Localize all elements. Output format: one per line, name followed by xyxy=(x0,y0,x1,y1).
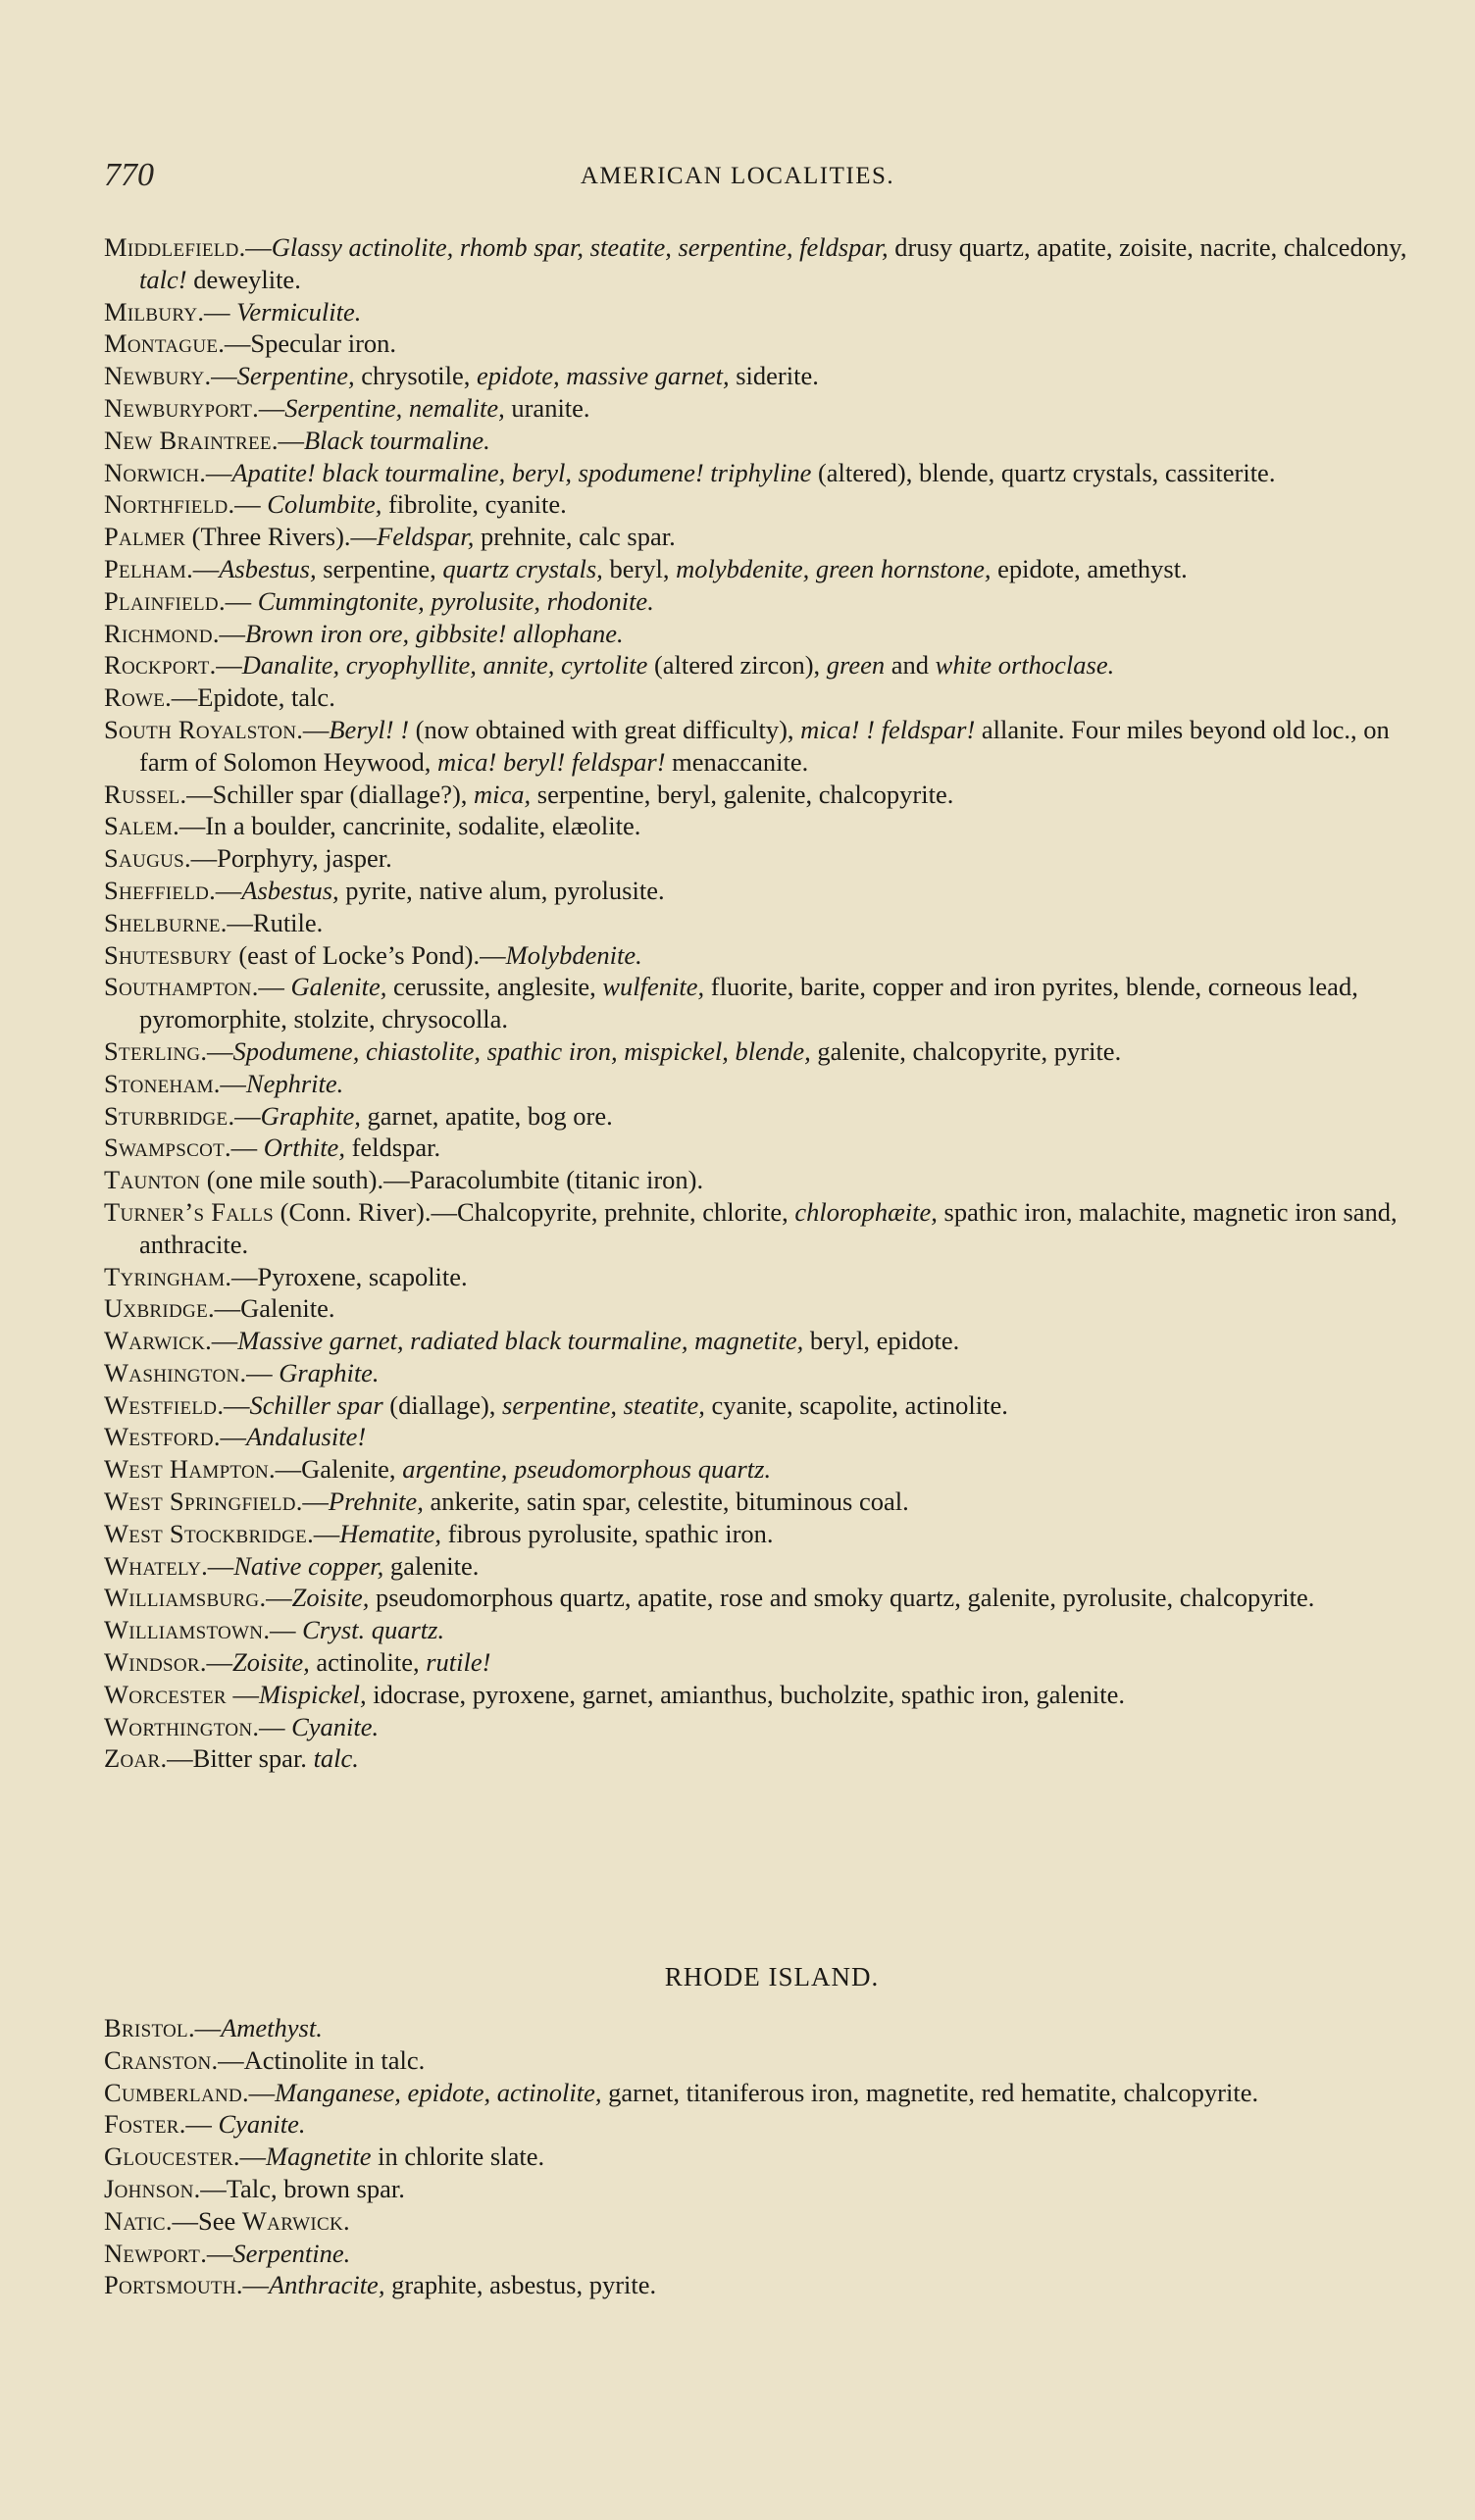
entry-text: .—Specular iron. xyxy=(218,328,397,359)
locality-name: South Royalston xyxy=(104,714,297,744)
locality-name: Newport xyxy=(104,2238,201,2268)
mineral-italic: wulfenite, xyxy=(602,972,705,1002)
entry-text: galenite, chalcopyrite, pyrite. xyxy=(810,1035,1122,1066)
mineral-italic: Asbestus, xyxy=(219,553,317,583)
entry-text: .—See xyxy=(165,2205,242,2236)
entry-text: spathic iron, malachite, magnetic iron sand, anthracite. xyxy=(139,1196,1398,1259)
locality-entry xyxy=(104,521,1440,553)
locality-name: Sturbridge xyxy=(104,1100,229,1131)
entry-text: and xyxy=(885,650,936,680)
locality-entry xyxy=(104,810,1440,842)
entry-text: (altered zircon), xyxy=(647,650,827,680)
locality-entry xyxy=(104,1164,1440,1196)
entry-text: pseudomorphous quartz, apatite, rose and smoky quartz, galenite, pyrolusite, chalcopyrite. xyxy=(369,1583,1315,1613)
locality-entry xyxy=(104,2269,1440,2301)
locality-name: West Springfield xyxy=(104,1487,296,1517)
entry-text: .— xyxy=(225,1133,264,1163)
mineral-italic: Zoisite, xyxy=(291,1583,370,1613)
mineral-italic: Graphite, xyxy=(260,1100,361,1131)
entry-text: .— xyxy=(205,1326,238,1356)
locality-name: Portsmouth xyxy=(104,2270,236,2300)
entry-text: prehnite, calc spar. xyxy=(474,522,676,552)
locality-name: New Braintree xyxy=(104,425,272,455)
entry-text: menaccanite. xyxy=(665,746,809,777)
locality-entry xyxy=(104,488,1440,521)
mineral-italic: Black tourmaline. xyxy=(303,425,490,455)
mineral-italic: Serpentine. xyxy=(232,2238,351,2268)
locality-entry xyxy=(104,392,1440,425)
locality-name: Plainfield xyxy=(104,585,219,616)
locality-name: Montague xyxy=(104,328,219,359)
mineral-italic: mica, xyxy=(474,779,532,809)
entry-text: .— xyxy=(263,1615,303,1645)
entry-text: .—Schiller spar (diallage?), xyxy=(179,779,475,809)
running-head: AMERICAN LOCALITIES. xyxy=(580,163,895,189)
rhode-island-section xyxy=(104,1962,1440,2301)
entry-text: .— xyxy=(200,2238,233,2268)
entry-text: .—In a boulder, cancrinite, sodalite, elæolite. xyxy=(173,811,641,841)
locality-entry xyxy=(104,231,1440,296)
mineral-italic: green xyxy=(826,650,886,680)
locality-entry xyxy=(104,842,1440,875)
entry-text: .— xyxy=(252,1711,292,1741)
entry-text: .— xyxy=(228,1100,261,1131)
locality-entry xyxy=(104,1679,1440,1711)
entry-text: .— xyxy=(199,1647,232,1678)
locality-name: Westfield xyxy=(104,1389,218,1420)
entry-text: .— xyxy=(178,2109,219,2140)
entry-text: .—Galenite. xyxy=(207,1293,335,1324)
locality-name: Worcester xyxy=(104,1679,227,1709)
mineral-italic: Asbestus, xyxy=(241,875,339,905)
mineral-italic: Schiller spar xyxy=(249,1389,383,1420)
locality-name: Turner’s Falls xyxy=(104,1196,275,1227)
mineral-italic: quartz crystals, xyxy=(442,553,603,583)
entry-text: uranite. xyxy=(504,392,590,423)
locality-entry xyxy=(104,779,1440,811)
mineral-italic: Glassy actinolite, rhomb spar, steatite, serpentine, feldspar, xyxy=(271,232,889,262)
locality-entry xyxy=(104,1261,1440,1293)
mineral-italic: Brown iron ore, gibbsite! allophane. xyxy=(244,618,624,648)
mineral-italic: Vermiculite. xyxy=(236,296,362,327)
entry-text: .— xyxy=(213,1422,246,1452)
entry-text: ankerite, satin spar, celestite, bituminous coal. xyxy=(423,1487,909,1517)
locality-name: Sheffield xyxy=(104,875,210,905)
locality-name: Windsor xyxy=(104,1647,200,1678)
entry-text: .— xyxy=(228,489,268,520)
locality-name: Middlefield xyxy=(104,232,239,262)
locality-name: Sterling xyxy=(104,1035,201,1066)
entry-text: feldspar. xyxy=(344,1133,441,1163)
entry-text: .— xyxy=(199,457,232,487)
mineral-italic: Apatite! black tourmaline, beryl, spodumene! triphyline xyxy=(231,457,812,487)
locality-name: Rockport xyxy=(104,650,210,680)
entry-text: idocrase, pyroxene, garnet, amianthus, bucholzite, spathic iron, galenite. xyxy=(366,1679,1126,1709)
locality-name: Palmer xyxy=(104,522,186,552)
locality-entry xyxy=(104,1550,1440,1583)
entry-text: .— xyxy=(213,1068,246,1098)
locality-entry xyxy=(104,1035,1440,1068)
entry-text: (Conn. River).—Chalcopyrite, prehnite, chlorite, xyxy=(274,1196,795,1227)
mineral-italic: Anthracite, xyxy=(268,2270,385,2300)
mineral-italic: Magnetite xyxy=(266,2142,372,2172)
locality-entry xyxy=(104,1742,1440,1775)
locality-name: Newburyport xyxy=(104,392,253,423)
locality-entry xyxy=(104,2173,1440,2205)
locality-name: Westford xyxy=(104,1422,214,1452)
entry-text: galenite. xyxy=(383,1550,480,1581)
locality-name: Rowe xyxy=(104,682,166,713)
locality-name: Foster xyxy=(104,2109,179,2140)
locality-name: Milbury xyxy=(104,296,198,327)
entry-text: .— xyxy=(187,2013,222,2042)
locality-entry xyxy=(104,681,1440,714)
entry-text: .—Epidote, talc. xyxy=(165,682,335,713)
locality-entry xyxy=(104,618,1440,650)
locality-entry xyxy=(104,1325,1440,1357)
locality-entry xyxy=(104,1711,1440,1743)
entry-text: (Three Rivers).— xyxy=(185,522,378,552)
mineral-italic: argentine, pseudomorphous quartz. xyxy=(402,1454,772,1485)
mineral-italic: Beryl! ! xyxy=(329,714,410,744)
locality-entry xyxy=(104,2141,1440,2173)
entry-text: .—Pyroxene, scapolite. xyxy=(225,1261,468,1291)
locality-entry xyxy=(104,296,1440,328)
locality-entry xyxy=(104,425,1440,457)
entry-text: pyrite, native alum, pyrolusite. xyxy=(338,875,665,905)
locality-entry xyxy=(104,2012,1440,2044)
locality-name: Natic xyxy=(104,2205,166,2236)
locality-entry xyxy=(104,1389,1440,1422)
locality-entry xyxy=(104,1132,1440,1164)
locality-name: Williamstown xyxy=(104,1615,264,1645)
entry-text: chrysotile, xyxy=(354,361,477,391)
locality-entry xyxy=(104,2044,1440,2077)
entry-text: epidote, amethyst. xyxy=(991,553,1188,583)
locality-name: Worthington xyxy=(104,1711,253,1741)
locality-name: Stoneham xyxy=(104,1068,214,1098)
entry-text: .— xyxy=(201,1550,234,1581)
locality-name: Norwich xyxy=(104,457,200,487)
entry-text: garnet, apatite, bog ore. xyxy=(360,1100,613,1131)
locality-entry xyxy=(104,875,1440,907)
entry-text: fibrolite, cyanite. xyxy=(381,489,567,520)
entry-text: drusy quartz, apatite, zoisite, nacrite, chalcedony, xyxy=(888,232,1407,262)
entry-text: (diallage), xyxy=(382,1389,503,1420)
locality-name: Shutesbury xyxy=(104,939,232,970)
mineral-italic: Spodumene, chiastolite, spathic iron, mispickel, blende, xyxy=(232,1035,811,1066)
locality-entry xyxy=(104,1614,1440,1646)
locality-name: Newbury xyxy=(104,361,205,391)
locality-name: Williamsburg xyxy=(104,1583,260,1613)
locality-entry xyxy=(104,1068,1440,1100)
locality-name: Northfield xyxy=(104,489,229,520)
entry-text: .—Actinolite in talc. xyxy=(211,2044,426,2075)
mineral-italic: Massive garnet, radiated black tourmaline, magnetite, xyxy=(237,1326,804,1356)
mineral-italic: Feldspar, xyxy=(377,522,475,552)
entry-text: actinolite, xyxy=(309,1647,427,1678)
locality-entry xyxy=(104,1196,1440,1261)
locality-entry xyxy=(104,939,1440,972)
locality-name: Warwick xyxy=(104,1326,206,1356)
mineral-italic: serpentine, steatite, xyxy=(502,1389,705,1420)
entry-text: (east of Locke’s Pond).— xyxy=(231,939,506,970)
entry-text: serpentine, xyxy=(316,553,443,583)
entry-text: cyanite, scapolite, actinolite. xyxy=(704,1389,1008,1420)
entry-text: .— xyxy=(251,972,291,1002)
locality-entry xyxy=(104,1421,1440,1453)
locality-entry xyxy=(104,1582,1440,1614)
entry-text: .— xyxy=(200,1035,233,1066)
locality-name: Swampscot xyxy=(104,1133,226,1163)
locality-name: Bristol xyxy=(104,2013,188,2042)
entry-text: .— xyxy=(307,1518,340,1548)
locality-name: Zoar xyxy=(104,1743,161,1774)
mineral-italic: Amethyst. xyxy=(221,2013,323,2042)
page-number: 770 xyxy=(104,157,154,193)
mineral-italic: epidote, massive garnet, xyxy=(476,361,730,391)
entry-text: .— xyxy=(186,553,220,583)
entry-text: .— xyxy=(218,585,258,616)
mineral-italic: chlorophæite, xyxy=(794,1196,938,1227)
locality-name: Johnson xyxy=(104,2173,194,2203)
locality-entry xyxy=(104,1518,1440,1550)
entry-text: .— xyxy=(242,2077,276,2107)
entry-text: .— xyxy=(209,875,242,905)
mineral-italic: Molybdenite. xyxy=(505,939,642,970)
locality-name: Tyringham xyxy=(104,1261,226,1291)
locality-entry xyxy=(104,1486,1440,1518)
locality-name: Salem xyxy=(104,811,174,841)
mineral-italic: Serpentine, nemalite, xyxy=(284,392,505,423)
entry-text: Warwick. xyxy=(241,2205,350,2236)
locality-name: West Hampton xyxy=(104,1454,270,1485)
locality-name: Russel xyxy=(104,779,180,809)
locality-name: Richmond xyxy=(104,618,213,648)
entry-text: .—Bitter spar. xyxy=(160,1743,314,1774)
entry-text: (now obtained with great difficulty), xyxy=(409,714,801,744)
rhode-island-locality-list xyxy=(104,2012,1440,2301)
mineral-italic: Hematite, xyxy=(339,1518,441,1548)
locality-entry xyxy=(104,553,1440,585)
mineral-italic: Cummingtonite, pyrolusite, rhodonite. xyxy=(257,585,654,616)
entry-text: .— xyxy=(232,2142,267,2172)
mineral-italic: Danalite, cryophyllite, annite, cyrtolite xyxy=(241,650,648,680)
locality-entry xyxy=(104,1292,1440,1325)
mineral-italic: Cryst. quartz. xyxy=(302,1615,445,1645)
locality-entry xyxy=(104,1100,1440,1133)
locality-entry xyxy=(104,457,1440,489)
entry-text: .— xyxy=(197,296,237,327)
locality-entry xyxy=(104,328,1440,360)
locality-entry xyxy=(104,2108,1440,2141)
mineral-italic: Prehnite, xyxy=(328,1487,424,1517)
locality-entry xyxy=(104,1453,1440,1486)
entry-text: fibrous pyrolusite, spathic iron. xyxy=(440,1518,774,1548)
mineral-italic: Graphite. xyxy=(279,1357,380,1387)
locality-name: Saugus xyxy=(104,843,184,874)
entry-text: cerussite, anglesite, xyxy=(386,972,603,1002)
locality-entry xyxy=(104,714,1440,779)
locality-name: West Stockbridge xyxy=(104,1518,308,1548)
page-header xyxy=(0,157,1475,196)
entry-text: .—Galenite, xyxy=(269,1454,403,1485)
massachusetts-locality-list xyxy=(104,231,1440,1775)
locality-entry xyxy=(104,2238,1440,2270)
entry-text: .— xyxy=(259,1583,292,1613)
entry-text: .—Talc, brown spar. xyxy=(193,2173,405,2203)
locality-name: Uxbridge xyxy=(104,1293,208,1324)
locality-entry xyxy=(104,1646,1440,1679)
mineral-italic: Columbite, xyxy=(267,489,382,520)
entry-text: .—Rutile. xyxy=(220,907,324,937)
locality-name: Pelham xyxy=(104,553,187,583)
entry-text: beryl, xyxy=(602,553,677,583)
mineral-italic: rutile! xyxy=(426,1647,491,1678)
mineral-italic: talc! xyxy=(139,264,187,294)
entry-text: .— xyxy=(204,361,237,391)
entry-text: .— xyxy=(252,392,285,423)
locality-entry xyxy=(104,649,1440,681)
locality-entry xyxy=(104,1357,1440,1389)
entry-text: .—Porphyry, jasper. xyxy=(184,843,392,874)
mineral-italic: talc. xyxy=(313,1743,359,1774)
entry-text: fluorite, barite, copper and iron pyrites, blende, corneous lead, pyromorphite, stolzite, chrysocolla. xyxy=(139,972,1358,1034)
locality-name: Cumberland xyxy=(104,2077,243,2107)
entry-text: .— xyxy=(239,1357,280,1387)
entry-text: .— xyxy=(238,232,272,262)
entry-text: in chlorite slate. xyxy=(371,2142,545,2172)
entry-text: graphite, asbestus, pyrite. xyxy=(384,2270,657,2300)
mineral-italic: Nephrite. xyxy=(245,1068,344,1098)
locality-name: Gloucester xyxy=(104,2142,233,2172)
entry-text: .— xyxy=(209,650,242,680)
entry-text: .— xyxy=(235,2270,269,2300)
entry-text: serpentine, beryl, galenite, chalcopyrite. xyxy=(531,779,954,809)
entry-text: .— xyxy=(217,1389,250,1420)
mineral-italic: Cyanite. xyxy=(291,1711,380,1741)
mineral-italic: Mispickel, xyxy=(258,1679,367,1709)
locality-entry xyxy=(104,907,1440,939)
entry-text: allanite. Four miles beyond old loc., on farm of Solomon Heywood, xyxy=(139,714,1390,777)
entry-text: garnet, titaniferous iron, magnetite, red hematite, chalcopyrite. xyxy=(601,2077,1259,2107)
mineral-italic: mica! beryl! feldspar! xyxy=(436,746,666,777)
locality-entry xyxy=(104,360,1440,392)
mineral-italic: Andalusite! xyxy=(246,1422,367,1452)
mineral-italic: Orthite, xyxy=(263,1133,345,1163)
locality-name: Southampton xyxy=(104,972,252,1002)
entry-text: — xyxy=(226,1679,259,1709)
locality-entry xyxy=(104,2077,1440,2109)
mineral-italic: Galenite, xyxy=(290,972,387,1002)
locality-entry xyxy=(104,2205,1440,2238)
entry-text: deweylite. xyxy=(186,264,301,294)
mineral-italic: Native copper, xyxy=(233,1550,384,1581)
entry-text: .— xyxy=(212,618,245,648)
mineral-italic: Serpentine, xyxy=(236,361,355,391)
locality-name: Washington xyxy=(104,1357,240,1387)
entry-text: (altered), blende, quartz crystals, cassiterite. xyxy=(811,457,1276,487)
entry-text: (one mile south).—Paracolumbite (titanic iron). xyxy=(200,1165,704,1195)
mineral-italic: mica! ! feldspar! xyxy=(800,714,976,744)
mineral-italic: Zoisite, xyxy=(231,1647,310,1678)
locality-entry xyxy=(104,971,1440,1035)
mineral-italic: molybdenite, green hornstone, xyxy=(676,553,992,583)
entry-text: .— xyxy=(295,1487,329,1517)
mineral-italic: Manganese, epidote, actinolite, xyxy=(275,2077,602,2107)
mineral-italic: white orthoclase. xyxy=(935,650,1115,680)
entry-text: beryl, epidote. xyxy=(803,1326,960,1356)
entry-text: .— xyxy=(271,425,304,455)
locality-name: Cranston xyxy=(104,2044,212,2075)
locality-name: Taunton xyxy=(104,1165,201,1195)
mineral-italic: Cyanite. xyxy=(218,2109,306,2140)
locality-name: Shelburne xyxy=(104,907,221,937)
section-heading-rhode-island: RHODE ISLAND. xyxy=(664,1962,880,1991)
locality-entry xyxy=(104,585,1440,618)
locality-name: Whately xyxy=(104,1550,202,1581)
entry-text: siderite. xyxy=(729,361,819,391)
entry-text: .— xyxy=(296,714,330,744)
